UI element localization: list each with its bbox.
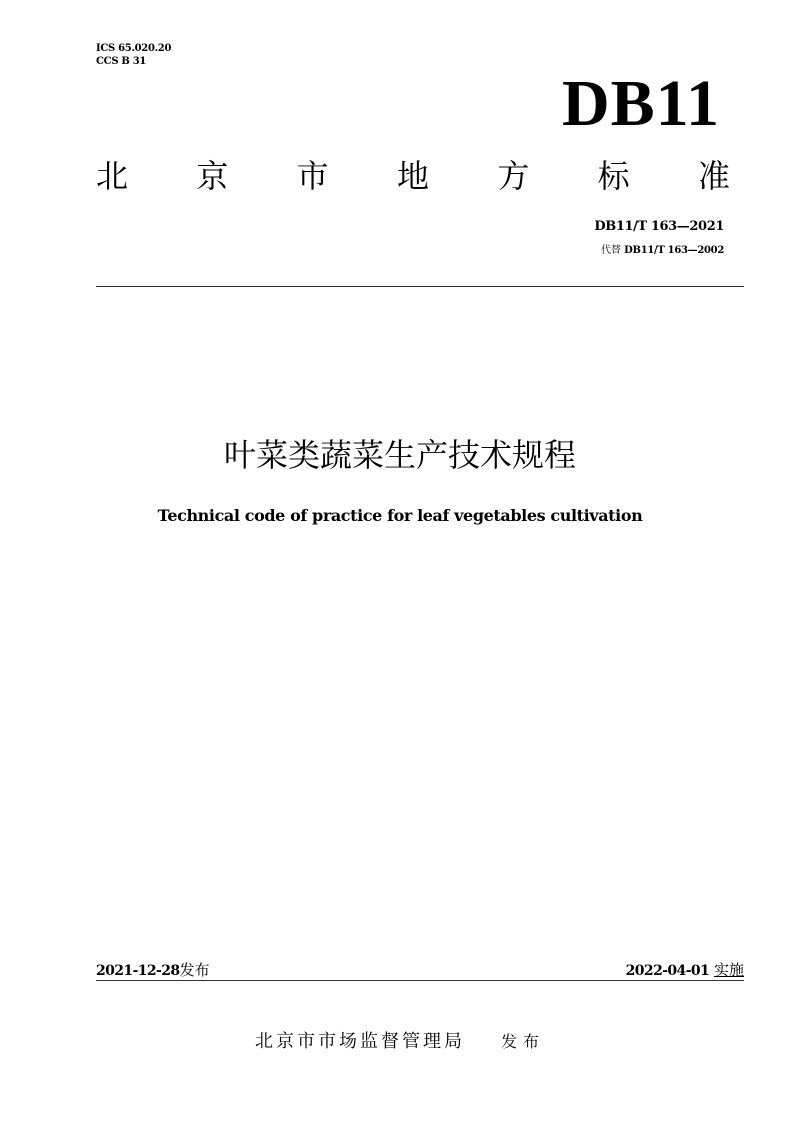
title-english: Technical code of practice for leaf vegetables cultivation bbox=[157, 506, 643, 525]
standard-type-char: 准 bbox=[697, 157, 730, 195]
header-divider bbox=[96, 286, 744, 287]
ccs-code: CCS B 31 bbox=[96, 56, 147, 67]
standard-type-char: 方 bbox=[497, 157, 530, 195]
ics-code: ICS 65.020.20 bbox=[96, 43, 172, 54]
footer-divider bbox=[96, 980, 744, 981]
standard-type-char: 地 bbox=[396, 157, 429, 195]
standard-type-char: 标 bbox=[597, 157, 630, 195]
standard-type-char: 市 bbox=[296, 157, 329, 195]
implement-date: 2022-04-01 bbox=[625, 963, 710, 979]
standard-type-char: 北 bbox=[96, 157, 129, 195]
implement-label: 实施 bbox=[713, 961, 744, 979]
publisher-name: 北京市市场监督管理局 bbox=[254, 1031, 465, 1052]
issue-date-line bbox=[96, 960, 210, 981]
issue-label: 发布 bbox=[179, 961, 210, 979]
replaces-label: 代替 bbox=[600, 245, 621, 256]
replaces-number: DB11/T 163—2002 bbox=[624, 245, 724, 256]
publisher-label: 发布 bbox=[500, 1032, 545, 1051]
replaces-line bbox=[601, 243, 724, 259]
standard-number: DB11/T 163—2021 bbox=[594, 219, 724, 234]
db-logo: DB11 bbox=[561, 67, 720, 140]
issue-date: 2021-12-28 bbox=[96, 963, 180, 979]
standard-type bbox=[96, 156, 730, 196]
standard-type-char: 京 bbox=[196, 157, 229, 195]
classification-codes bbox=[96, 42, 171, 68]
publisher-line bbox=[0, 1030, 800, 1054]
title-chinese: 叶菜类蔬菜生产技术规程 bbox=[223, 436, 576, 474]
implement-date-line bbox=[626, 960, 744, 981]
